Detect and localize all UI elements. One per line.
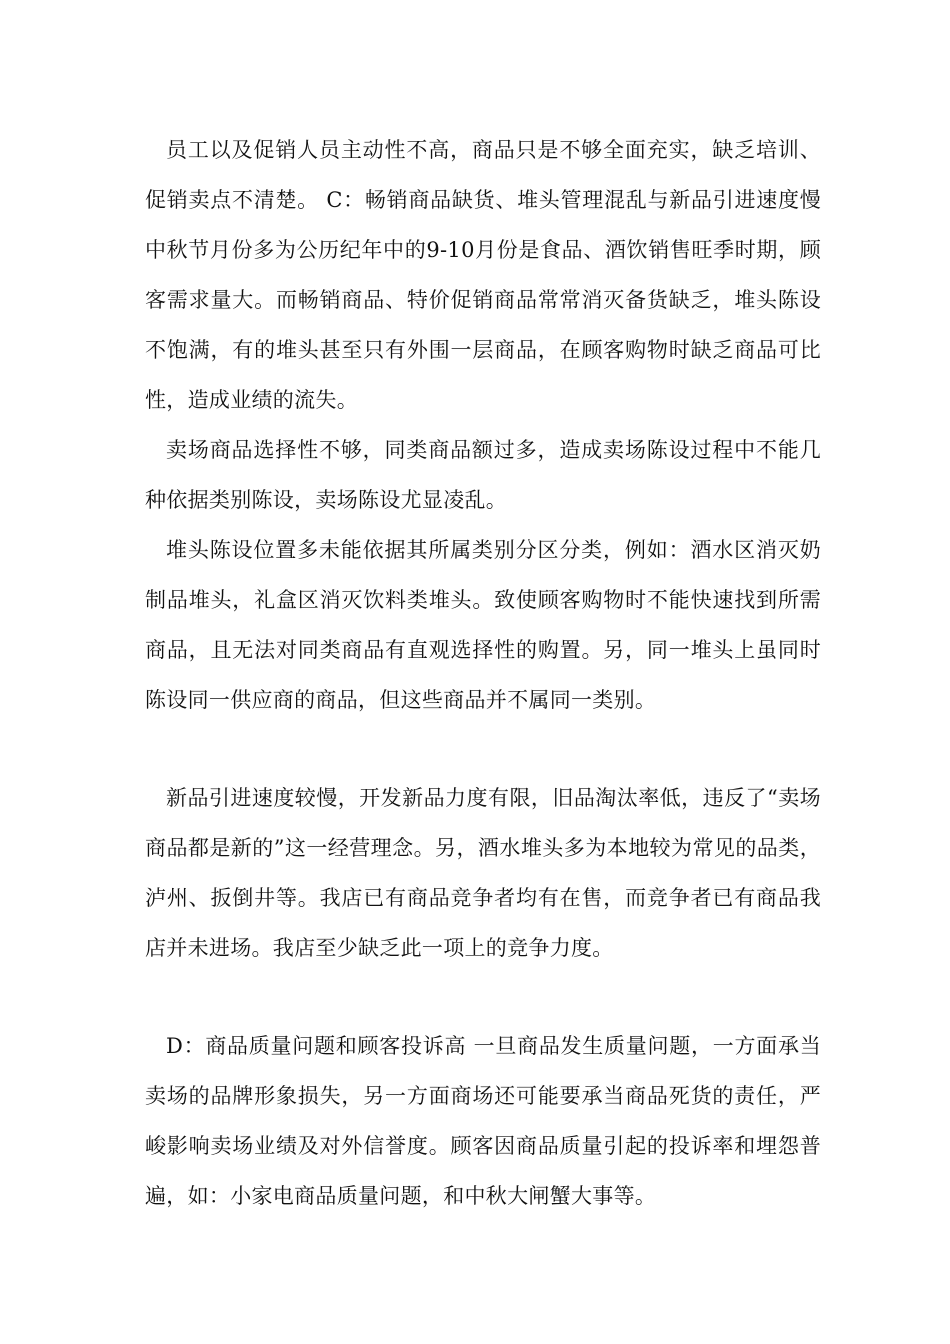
paragraph-2: 卖场商品选择性不够，同类商品额过多，造成卖场陈设过程中不能几种依据类别陈设，卖场陈设尤显凌乱。 (145, 438, 821, 512)
paragraph-5: D：商品质量问题和顾客投诉高 一旦商品发生质量问题，一方面承当卖场的品牌形象损失，另一方面商场还可能要承当商品死货的责任，严峻影响卖场业绩及对外信誉度。顾客因商品质量引起的投诉率和埋怨普遍，如：小家电商品质量问题，和中秋大闸蟹大事等。 (145, 1034, 821, 1208)
paragraph-4: 新品引进速度较慢，开发新品力度有限，旧品淘汰率低，违反了“卖场商品都是新的”这一经营理念。另，酒水堆头多为本地较为常见的品类，泸州、扳倒井等。我店已有商品竞争者均有在售，而竞争者已有商品我店并未进场。我店至少缺乏此一项上的竞争力度。 (145, 786, 821, 960)
paragraph-1: 员工以及促销人员主动性不高，商品只是不够全面充实，缺乏培训、促销卖点不清楚。 C：畅销商品缺货、堆头管理混乱与新品引进速度慢 中秋节月份多为公历纪年中的9-10月份是食品、酒饮销售旺季时期，顾客需求量大。而畅销商品、特价促销商品常常消灭备货缺乏，堆头陈设不饱满，有的堆头甚至只有外围一层商品，在顾客购物时缺乏商品可比性，造成业绩的流失。 (145, 138, 821, 412)
paragraph-3: 堆头陈设位置多未能依据其所属类别分区分类，例如：酒水区消灭奶制品堆头，礼盒区消灭饮料类堆头。致使顾客购物时不能快速找到所需商品，且无法对同类商品有直观选择性的购置。另，同一堆头上虽同时陈设同一供应商的商品，但这些商品并不属同一类别。 (145, 538, 821, 712)
